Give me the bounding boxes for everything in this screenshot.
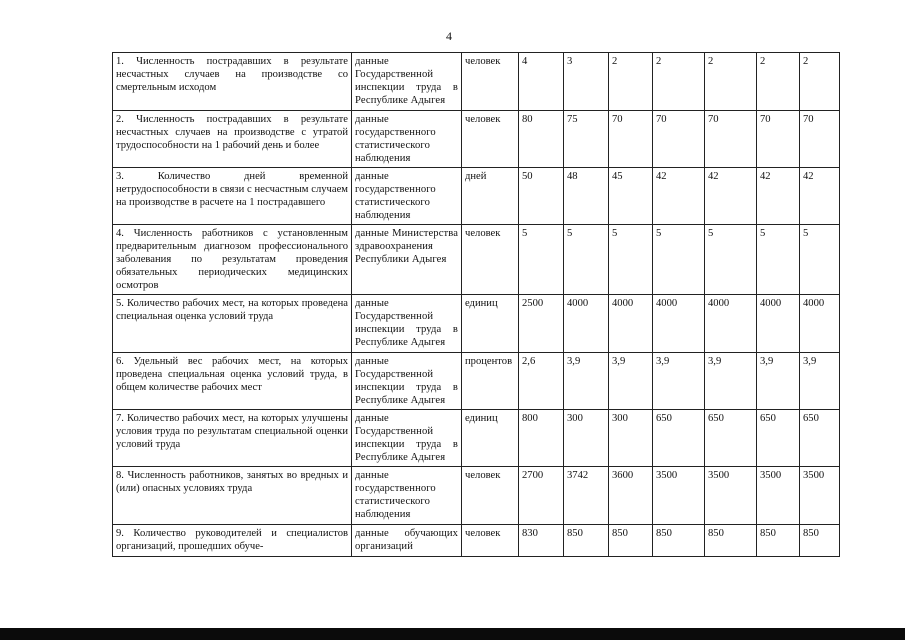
value-cell: 2 — [800, 53, 840, 111]
value-cell: 3600 — [609, 467, 653, 525]
indicator-name: 5. Количество рабочих мест, на которых проведена специальная оценка условий труда — [113, 295, 352, 353]
indicator-name: 2. Численность пострадавших в результате несчастных случаев на производстве с утратой трудоспособности на 1 рабочий день и более — [113, 111, 352, 168]
unit-of-measure: процентов — [462, 353, 519, 410]
table-row — [113, 410, 840, 467]
value-cell: 650 — [653, 410, 705, 467]
table-row — [113, 467, 840, 525]
indicators-table — [112, 52, 840, 557]
value-cell: 45 — [609, 168, 653, 225]
table-row — [113, 225, 840, 295]
value-cell: 4000 — [564, 295, 609, 353]
unit-of-measure: человек — [462, 225, 519, 295]
scan-edge-bar — [0, 628, 905, 640]
value-cell: 850 — [609, 525, 653, 557]
value-cell: 3 — [564, 53, 609, 111]
indicator-name: 6. Удельный вес рабочих мест, на которых проведена специальная оценка условий труда, в общем количестве рабочих мест — [113, 353, 352, 410]
data-source: данные государственного статистического наблюдения — [352, 111, 462, 168]
value-cell: 650 — [757, 410, 800, 467]
value-cell: 42 — [757, 168, 800, 225]
data-source: данные государственного статистического наблюдения — [352, 168, 462, 225]
value-cell: 3,9 — [564, 353, 609, 410]
data-source: данные Государственной инспекции труда в Республике Адыгея — [352, 295, 462, 353]
value-cell: 5 — [519, 225, 564, 295]
data-source: данные Государственной инспекции труда в Республике Адыгея — [352, 410, 462, 467]
value-cell: 2 — [705, 53, 757, 111]
value-cell: 70 — [800, 111, 840, 168]
value-cell: 75 — [564, 111, 609, 168]
value-cell: 300 — [564, 410, 609, 467]
unit-of-measure: дней — [462, 168, 519, 225]
unit-of-measure: человек — [462, 111, 519, 168]
value-cell: 830 — [519, 525, 564, 557]
table-row — [113, 525, 840, 557]
value-cell: 3,9 — [705, 353, 757, 410]
value-cell: 42 — [653, 168, 705, 225]
value-cell: 2700 — [519, 467, 564, 525]
value-cell: 650 — [800, 410, 840, 467]
value-cell: 70 — [705, 111, 757, 168]
unit-of-measure: человек — [462, 53, 519, 111]
data-source: данные государственного статистического наблюдения — [352, 467, 462, 525]
value-cell: 80 — [519, 111, 564, 168]
indicator-name: 9. Количество руководителей и специалистов организаций, прошедших обуче- — [113, 525, 352, 557]
value-cell: 800 — [519, 410, 564, 467]
value-cell: 300 — [609, 410, 653, 467]
value-cell: 4000 — [653, 295, 705, 353]
indicator-name: 1. Численность пострадавших в результате несчастных случаев на производстве со смертельным исходом — [113, 53, 352, 111]
value-cell: 4 — [519, 53, 564, 111]
table-row — [113, 353, 840, 410]
value-cell: 3,9 — [757, 353, 800, 410]
value-cell: 3500 — [653, 467, 705, 525]
unit-of-measure: человек — [462, 525, 519, 557]
value-cell: 3500 — [800, 467, 840, 525]
value-cell: 3500 — [757, 467, 800, 525]
value-cell: 70 — [609, 111, 653, 168]
value-cell: 4000 — [705, 295, 757, 353]
value-cell: 3,9 — [609, 353, 653, 410]
value-cell: 5 — [757, 225, 800, 295]
value-cell: 5 — [800, 225, 840, 295]
page-number: 4 — [446, 29, 452, 43]
data-source: данные обучающих организаций — [352, 525, 462, 557]
unit-of-measure: единиц — [462, 410, 519, 467]
indicator-name: 8. Численность работников, занятых во вредных и (или) опасных условиях труда — [113, 467, 352, 525]
indicator-name: 3. Количество дней временной нетрудоспособности в связи с несчастным случаем на производстве в расчете на 1 пострадавшего — [113, 168, 352, 225]
value-cell: 850 — [705, 525, 757, 557]
table-row — [113, 168, 840, 225]
value-cell: 850 — [564, 525, 609, 557]
table-row — [113, 295, 840, 353]
value-cell: 850 — [757, 525, 800, 557]
data-source: данные Государственной инспекции труда в Республике Адыгея — [352, 53, 462, 111]
value-cell: 3742 — [564, 467, 609, 525]
value-cell: 4000 — [800, 295, 840, 353]
value-cell: 5 — [705, 225, 757, 295]
data-source: данные Государственной инспекции труда в Республике Адыгея — [352, 353, 462, 410]
unit-of-measure: человек — [462, 467, 519, 525]
value-cell: 3,9 — [653, 353, 705, 410]
value-cell: 5 — [609, 225, 653, 295]
value-cell: 2 — [609, 53, 653, 111]
value-cell: 2 — [757, 53, 800, 111]
value-cell: 42 — [800, 168, 840, 225]
indicator-name: 4. Численность работников с установленным предварительным диагнозом профессионального заболевания по результатам проведения обязательных периодических медицинских осмотров — [113, 225, 352, 295]
table-row — [113, 111, 840, 168]
indicator-name: 7. Количество рабочих мест, на которых улучшены условия труда по результатам специальной оценки условий труда — [113, 410, 352, 467]
unit-of-measure: единиц — [462, 295, 519, 353]
value-cell: 850 — [653, 525, 705, 557]
value-cell: 48 — [564, 168, 609, 225]
value-cell: 2,6 — [519, 353, 564, 410]
value-cell: 5 — [564, 225, 609, 295]
value-cell: 2 — [653, 53, 705, 111]
value-cell: 4000 — [609, 295, 653, 353]
value-cell: 42 — [705, 168, 757, 225]
value-cell: 850 — [800, 525, 840, 557]
value-cell: 650 — [705, 410, 757, 467]
value-cell: 2500 — [519, 295, 564, 353]
table-row — [113, 53, 840, 111]
value-cell: 4000 — [757, 295, 800, 353]
value-cell: 3,9 — [800, 353, 840, 410]
value-cell: 70 — [653, 111, 705, 168]
value-cell: 5 — [653, 225, 705, 295]
value-cell: 3500 — [705, 467, 757, 525]
value-cell: 50 — [519, 168, 564, 225]
data-source: данные Министерства здравоохранения Республики Адыгея — [352, 225, 462, 295]
value-cell: 70 — [757, 111, 800, 168]
